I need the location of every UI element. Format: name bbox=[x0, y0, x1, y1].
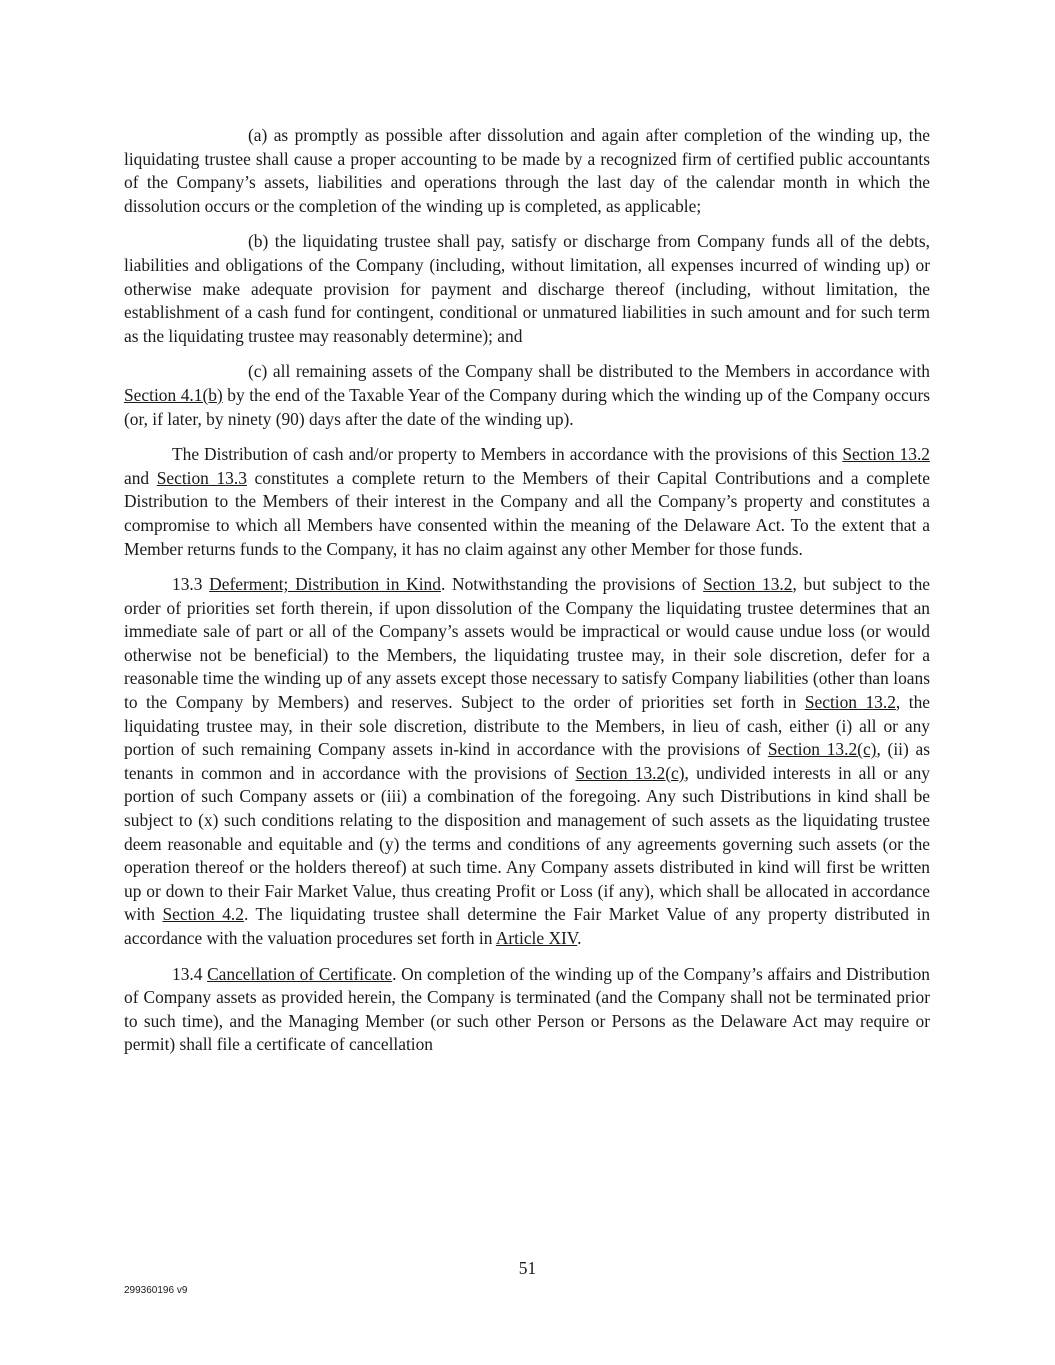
section-reference: Section 13.2 bbox=[842, 444, 930, 465]
clause-a-text: (a) as promptly as possible after dissolution and again after completion of the winding up, the liquidating trustee shall cause a proper accounting to be made by a recognized firm of certified public accountants of the Company’s assets, liabilities and operations through the last day of the calendar month in which the dissolution occurs or the completion of the winding up is completed, as applicable; bbox=[124, 125, 930, 216]
section-number: 13.4 bbox=[172, 963, 208, 984]
section-heading: Deferment; Distribution in Kind bbox=[209, 574, 441, 595]
paragraph-text: . The liquidating trustee shall determine the Fair Market Value of any property distributed in accordance with the valuation procedures set forth in bbox=[124, 904, 931, 948]
section-reference: Section 13.2 bbox=[804, 692, 896, 713]
section-reference: Section 13.2 bbox=[703, 574, 793, 595]
paragraph-text: , undivided interests in all or any portion of such Company assets or (iii) a combination of the foregoing. Any such Distributions in kind shall be subject to (x) such conditions relating to the disposition and management of such assets as the liquidating trustee deem reasonable and equitable and (y) the terms and conditions of any agreements governing such assets (or the operation thereof or the holders thereof) at such time. Any Company assets distributed in kind will first be written up or down to their Fair Market Value, thus creating Profit or Loss (if any), which shall be allocated in accordance with bbox=[124, 762, 930, 925]
page-number: 51 bbox=[518, 1258, 537, 1278]
clause-b bbox=[124, 230, 930, 348]
clause-c-text: by the end of the Taxable Year of the Company during which the winding up of the Company occurs (or, if later, by ninety (90) days after the date of the winding up). bbox=[124, 384, 931, 429]
paragraph-text: , but subject to the order of priorities set forth therein, if upon dissolution of the Company the liquidating trustee determines that an immediate sale of part or all of the Company’s assets would be impractical or would cause undue loss (or would otherwise not be beneficial) to the Members, the liquidating trustee may, in their sole discretion, defer for a reasonable time the winding up of any assets except those necessary to satisfy Company liabilities (other than loans to the Company by Members) and reserves. Subject to the order of priorities set forth in bbox=[124, 574, 930, 713]
section-13-3 bbox=[124, 573, 930, 951]
clause-a bbox=[124, 124, 930, 218]
paragraph-text: The Distribution of cash and/or property to Members in accordance with the provisions of this bbox=[172, 444, 843, 465]
distribution-paragraph bbox=[124, 443, 930, 561]
article-reference: Article XIV bbox=[495, 928, 578, 948]
clause-b-text: (b) the liquidating trustee shall pay, satisfy or discharge from Company funds all of the debts, liabilities and obligations of the Company (including, without limitation, all expenses incurred of winding up) or otherwise make adequate provision for payment and discharge thereof (including, without limitation, the establishment of a cash fund for contingent, conditional or unmatured liabilities in such amount and for such term as the liquidating trustee may reasonably determine); and bbox=[124, 231, 930, 346]
paragraph-text: . Notwithstanding the provisions of bbox=[440, 574, 704, 595]
paragraph-text: and bbox=[124, 467, 157, 488]
paragraph-text: , the liquidating trustee may, in their sole discretion, distribute to the Members, in lieu of cash, either (i) all or any portion of such remaining Company assets in-kind in accordance with the provisions of bbox=[124, 692, 930, 760]
document-page bbox=[124, 124, 930, 1069]
section-13-4 bbox=[124, 963, 930, 1057]
paragraph-text: constitutes a complete return to the Members of their Capital Contributions and a complete Distribution to the Members of their interest in the Company and all the Company’s property and constitutes a compromise to which all Members have consented within the meaning of the Delaware Act. To the extent that a Member returns funds to the Company, it has no claim against any other Member for those funds. bbox=[124, 467, 930, 559]
section-reference: Section 4.1(b) bbox=[124, 384, 223, 405]
document-id: 299360196 v9 bbox=[124, 1285, 188, 1296]
section-reference: Section 4.2 bbox=[162, 904, 244, 925]
section-reference: Section 13.2(c) bbox=[767, 739, 877, 760]
section-reference: Section 13.3 bbox=[156, 467, 247, 488]
paragraph-text: , (ii) as tenants in common and in accordance with the provisions of bbox=[124, 739, 930, 783]
section-heading: Cancellation of Certificate bbox=[207, 963, 393, 984]
section-reference: Section 13.2(c) bbox=[575, 762, 685, 783]
paragraph-text: . bbox=[577, 928, 582, 948]
paragraph-text: . On completion of the winding up of the Company’s affairs and Distribution of Company assets as provided herein, the Company is terminated (and the Company shall not be terminated prior to such time), and the Managing Member (or such other Person or Persons as the Delaware Act may require or permit) shall file a certificate of cancellation bbox=[124, 963, 930, 1055]
section-number: 13.3 bbox=[172, 574, 210, 595]
clause-c bbox=[124, 360, 930, 431]
clause-c-text: (c) all remaining assets of the Company shall be distributed to the Members in accordance with bbox=[248, 361, 930, 382]
